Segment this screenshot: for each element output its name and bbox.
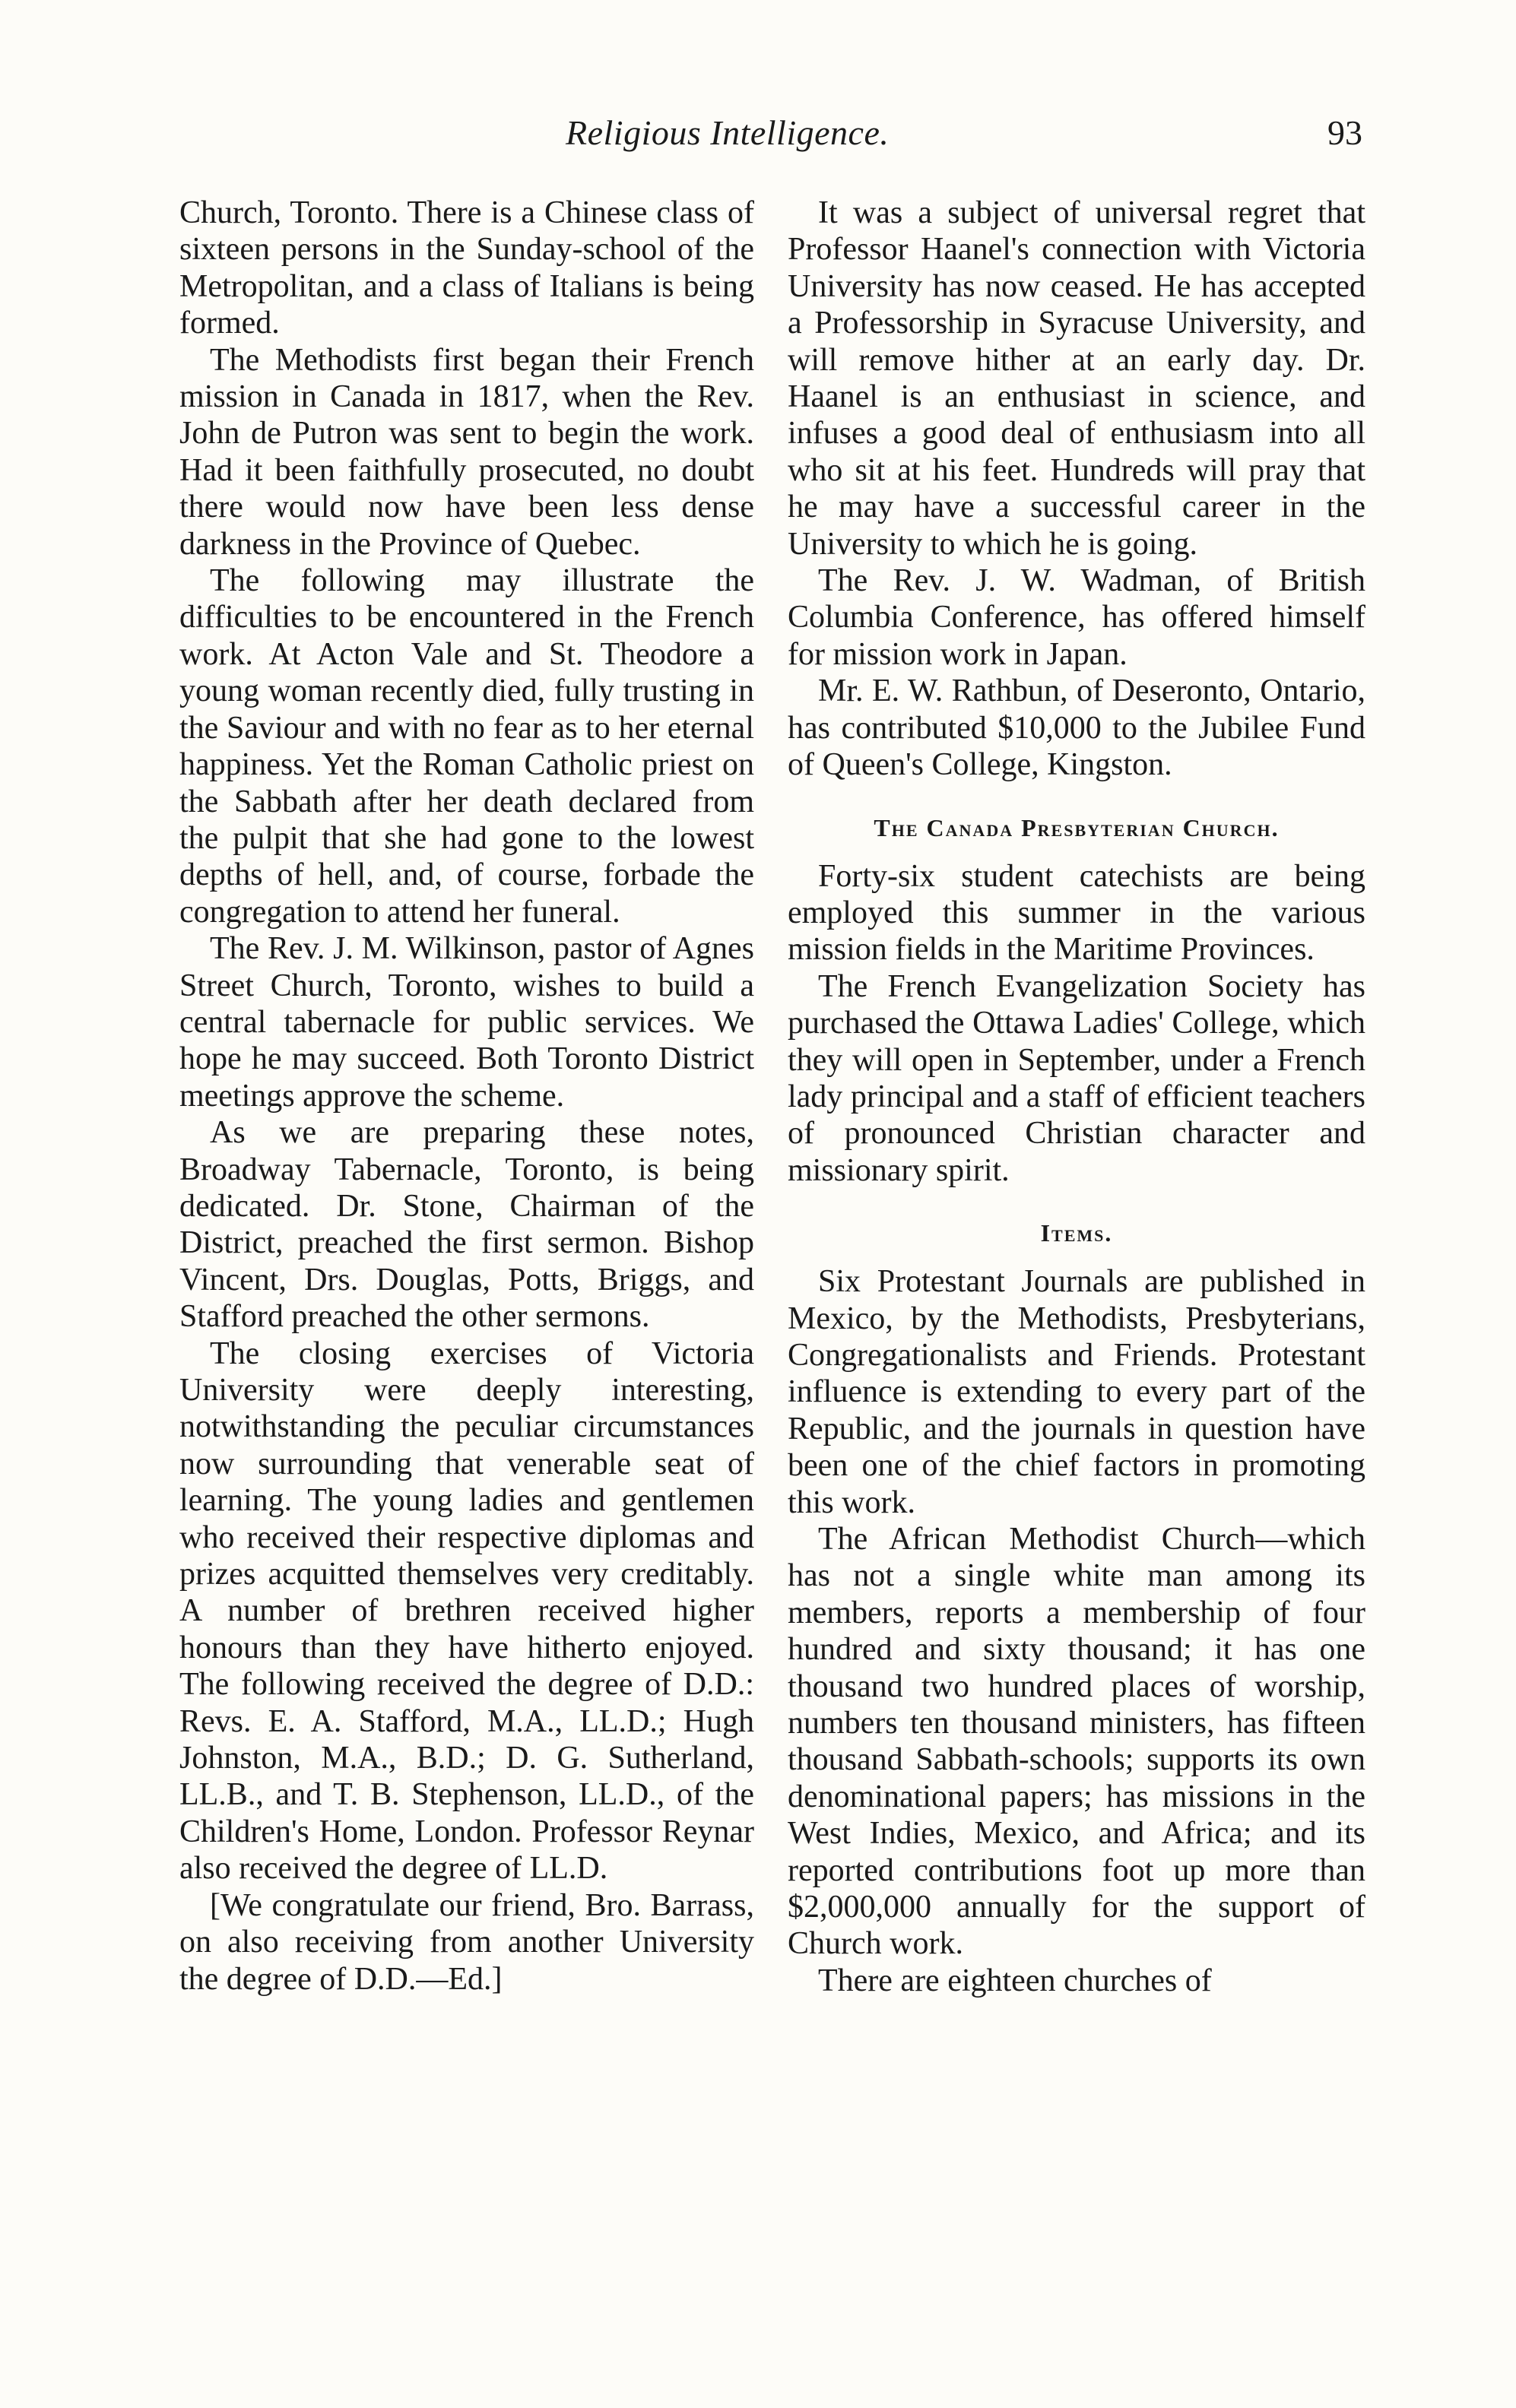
running-title: Religious Intelligence.: [566, 113, 890, 152]
page-number: 93: [1327, 113, 1362, 152]
paragraph: There are eighteen churches of: [818, 1963, 1212, 1998]
paragraph: The closing exercises of Victoria University were deeply interesting, notwithstanding the peculiar circumstances now surrounding that venerable seat of learning. The young ladies and gentlemen who received their respective diplomas and prizes acquitted themselves very creditably. A number of brethren received higher honours than they have hitherto enjoyed. The following received the degree of D.D.: Revs. E. A. Stafford, M.A., LL.D.; Hugh Johnston, M.A., B.D.; D. G. Sutherland, LL.B., and T. B. Stephenson, LL.D., of the Children's Home, London. Professor Reynar also received the degree of LL.D.: [179, 1335, 754, 1887]
paragraph: Church, Toronto. There is a Chinese class of sixteen persons in the Sunday-school of the Metropolitan, and a class of Italians is being formed.: [179, 195, 754, 341]
section-heading-presbyterian: The Canada Presbyterian Church.: [874, 813, 1280, 841]
left-column: [179, 195, 754, 1998]
paragraph: It was a subject of universal regret that Professor Haanel's connection with Victoria University has now ceased. He has accepted a Professorship in Syracuse University, and will remove hither at an early day. Dr. Haanel is an enthusiast in science, and infuses a good deal of enthusiasm into all who sit at his feet. Hundreds will pray that he may have a successful career in the University to which he is going.: [788, 195, 1365, 562]
paragraph: Six Protestant Journals are published in Mexico, by the Methodists, Presbyterians, Congregationalists and Friends. Protestant influence is extending to every part of the Republic, and the journals in question have been one of the chief factors in promoting this work.: [788, 1264, 1365, 1520]
paragraph: The African Methodist Church—which has not a single white man among its members, reports a membership of four hundred and sixty thousand; it has one thousand two hundred places of worship, numbers ten thousand ministers, has fifteen thousand Sabbath-schools; supports its own denominational papers; has missions in the West Indies, Mexico, and Africa; and its reported contributions foot up more than $2,000,000 annually for the support of Church work.: [788, 1522, 1365, 1962]
paragraph: Mr. E. W. Rathbun, of Deseronto, Ontario, has contributed $10,000 to the Jubilee Fund of Queen's College, Kingston.: [788, 673, 1365, 783]
section-heading-items: Items.: [1040, 1219, 1113, 1247]
right-column: [788, 195, 1365, 1999]
paragraph: As we are preparing these notes, Broadway Tabernacle, Toronto, is being dedicated. Dr. Stone, Chairman of the District, preached the first sermon. Bishop Vincent, Drs. Douglas, Potts, Briggs, and Stafford preached the other sermons.: [179, 1115, 754, 1335]
paragraph: Forty-six student catechists are being employed this summer in the various mission fields in the Maritime Provinces.: [788, 858, 1365, 968]
paragraph: The following may illustrate the difficulties to be encountered in the French work. At Acton Vale and St. Theodore a young woman recently died, fully trusting in the Saviour and with no fear as to her eternal happiness. Yet the Roman Catholic priest on the Sabbath after her death declared from the pulpit that she had gone to the lowest depths of hell, and, of course, forbade the congregation to attend her funeral.: [179, 563, 754, 930]
paragraph: The Rev. J. M. Wilkinson, pastor of Agnes Street Church, Toronto, wishes to build a central tabernacle for public services. We hope he may succeed. Both Toronto District meetings approve the scheme.: [179, 931, 754, 1114]
paragraph: [We congratulate our friend, Bro. Barrass, on also receiving from another University the degree of D.D.—Ed.]: [179, 1887, 754, 1997]
paragraph: The Methodists first began their French mission in Canada in 1817, when the Rev. John de Putron was sent to begin the work. Had it been faithfully prosecuted, no doubt there would now have been less dense darkness in the Province of Quebec.: [179, 342, 754, 562]
paragraph: The Rev. J. W. Wadman, of British Columbia Conference, has offered himself for mission work in Japan.: [788, 563, 1365, 672]
page-header: [179, 112, 1362, 166]
paragraph: The French Evangelization Society has purchased the Ottawa Ladies' College, which they will open in September, under a French lady principal and a staff of efficient teachers of pronounced Christian character and missionary spirit.: [788, 968, 1365, 1188]
